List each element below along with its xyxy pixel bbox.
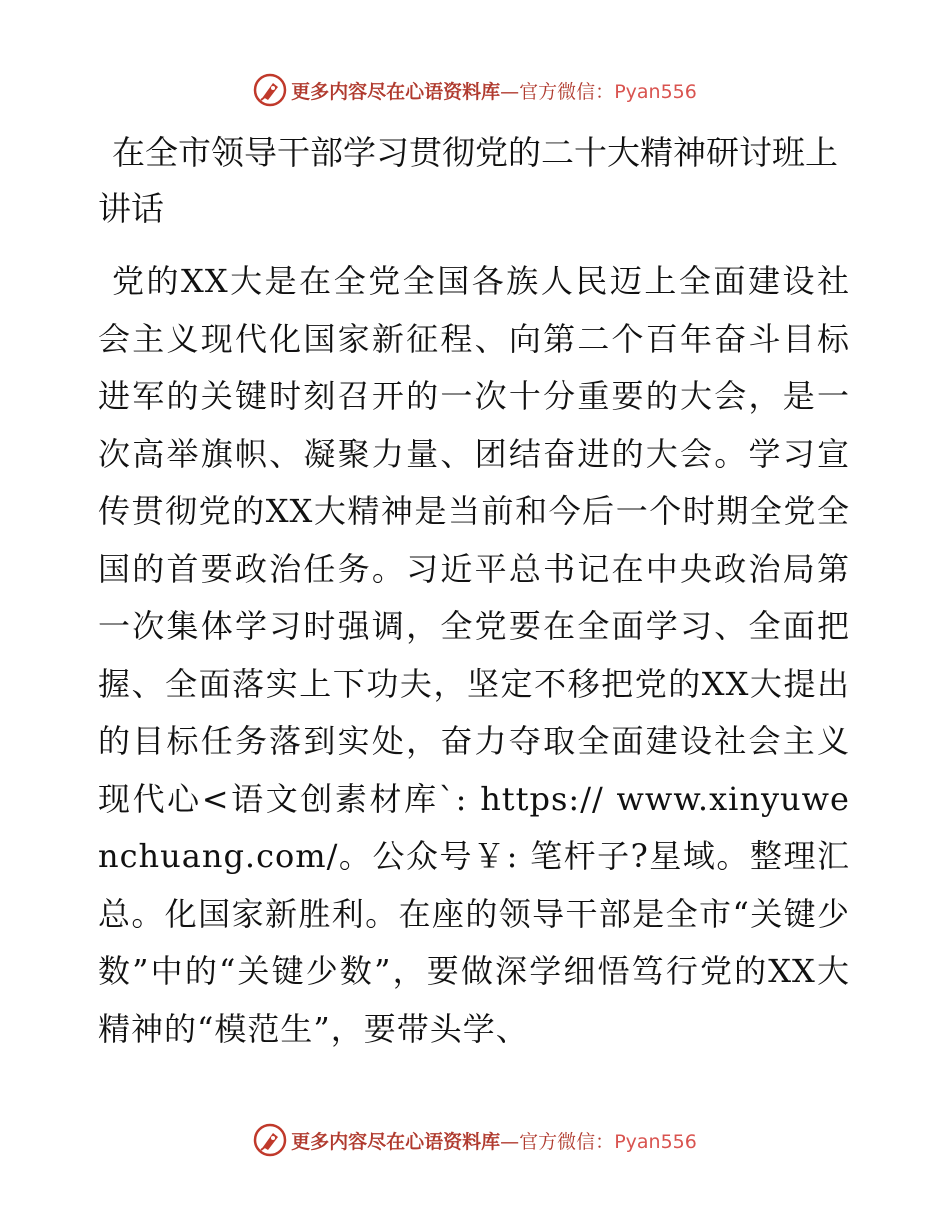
banner-wechat-id: Pyan556 bbox=[614, 80, 697, 103]
footer-banner-main-text: 更多内容尽在心语资料库 bbox=[291, 1130, 501, 1153]
pen-nib-logo-icon bbox=[253, 1123, 287, 1157]
footer-banner-wechat-id: Pyan556 bbox=[614, 1130, 697, 1153]
footer-banner-text bbox=[291, 1127, 697, 1154]
banner-main-text: 更多内容尽在心语资料库 bbox=[291, 80, 501, 103]
footer-banner-dash: — bbox=[500, 1130, 520, 1153]
banner-official-label: 官方微信： bbox=[519, 80, 615, 103]
footer-banner-official-label: 官方微信： bbox=[519, 1130, 615, 1153]
header-banner bbox=[0, 70, 950, 110]
body-paragraph: 党的XX大是在全党全国各族人民迈上全面建设社会主义现代化国家新征程、向第二个百年奋斗目标进军的关键时刻召开的一次十分重要的大会，是一次高举旗帜、凝聚力量、团结奋进的大会。学习宣传贯彻党的XX大精神是当前和今后一个时期全党全国的首要政治任务。习近平总书记在中央政治局第一次集体学习时强调，全党要在全面学习、全面把握、全面落实上下功夫，坚定不移把党的XX大提出的目标任务落到实处，奋力夺取全面建设社会主义现代心<语文创素材库`: https:// www.xinyuwenchuang.com/。公众号￥: 笔杆子?星域。整理汇总。化国家新胜利。在座的领导干部是全市“关键少数”中的“关键少数”，要做深学细悟笃行党的XX大精神的“模范生”，要带头学、 bbox=[98, 262, 850, 1048]
banner-dash: — bbox=[500, 80, 520, 103]
header-banner-text bbox=[291, 77, 697, 104]
footer-banner bbox=[0, 1120, 950, 1160]
document-title: 在全市领导干部学习贯彻党的二十大精神研讨班上讲话 bbox=[98, 133, 838, 228]
pen-nib-logo-icon bbox=[253, 73, 287, 107]
